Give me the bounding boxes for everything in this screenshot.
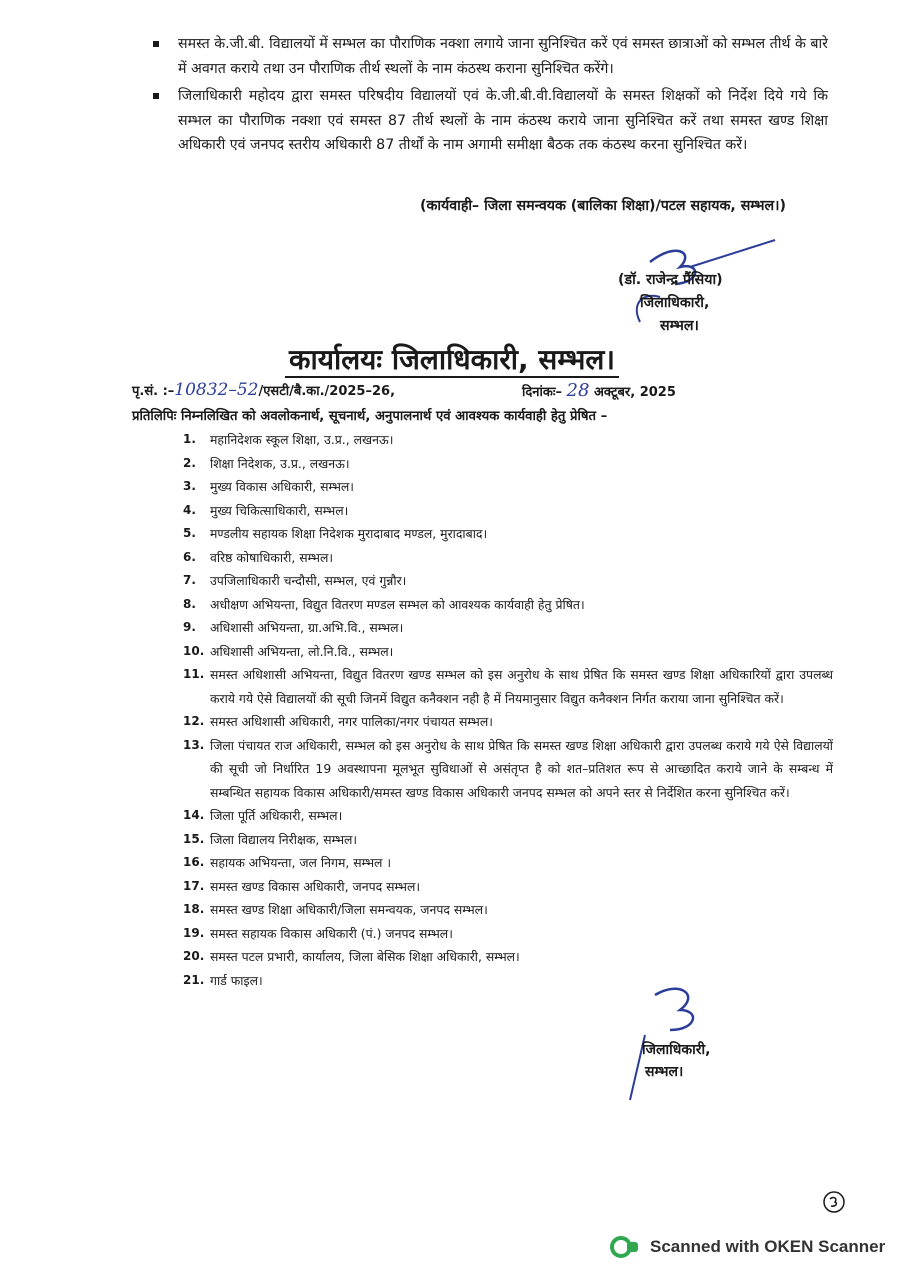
list-item bbox=[183, 522, 833, 546]
item-text: जिला पूर्ति अधिकारी, सम्भल। bbox=[210, 808, 343, 823]
list-item bbox=[183, 616, 833, 640]
scanner-label: Scanned with OKEN Scanner bbox=[650, 1237, 886, 1256]
item-number: 5. bbox=[183, 526, 196, 540]
item-text: अधिशासी अभियन्ता, लो.नि.वि., सम्भल। bbox=[210, 643, 394, 659]
list-item bbox=[183, 734, 833, 805]
item-text: मुख्य विकास अधिकारी, सम्भल। bbox=[210, 479, 354, 494]
item-number: 2. bbox=[183, 455, 196, 470]
list-item bbox=[183, 428, 833, 452]
item-number: 1. bbox=[183, 432, 196, 446]
scanner-watermark bbox=[610, 1236, 885, 1258]
list-item bbox=[183, 945, 833, 969]
directive-bullets bbox=[150, 32, 828, 161]
list-item bbox=[183, 640, 833, 664]
item-number: 20. bbox=[183, 949, 205, 963]
item-text: अधिशासी अभियन्ता, ग्रा.अभि.वि., सम्भल। bbox=[210, 620, 404, 635]
bullet-text: समस्त के.जी.बी. विद्यालयों में सम्भल का पौराणिक नक्शा लगाये जाना सुनिश्चित करें एवं समस्त छात्राओं को सम्भल तीर्थ के बारे में अवगत कराये तथा उन पौराणिक तीर्थ स्थलों के नाम कंठस्थ कराना सुनिश्चित करेंगे। bbox=[178, 36, 828, 77]
list-item bbox=[183, 969, 833, 993]
item-number: 10. bbox=[183, 643, 205, 658]
item-number: 13. bbox=[183, 737, 205, 752]
office-heading bbox=[0, 340, 904, 378]
item-number: 15. bbox=[183, 831, 205, 846]
item-number: 18. bbox=[183, 902, 205, 916]
signatory-place: सम्भल। bbox=[660, 318, 699, 334]
list-item bbox=[183, 452, 833, 476]
item-number: 6. bbox=[183, 549, 196, 564]
item-text: गार्ड फाइल। bbox=[210, 972, 263, 988]
reference-number bbox=[132, 380, 395, 400]
signatory-name: (डॉ. राजेन्द्र पैंसिया) bbox=[618, 272, 723, 288]
item-text: मुख्य चिकित्साधिकारी, सम्भल। bbox=[210, 502, 349, 518]
item-number: 4. bbox=[183, 502, 196, 517]
item-number: 21. bbox=[183, 972, 205, 987]
item-number: 17. bbox=[183, 878, 205, 893]
copy-intro: प्रतिलिपिः निम्नलिखित को अवलोकनार्थ, सूचनार्थ, अनुपालनार्थ एवं आवश्यक कार्यवाही हेतु प्रेषित – bbox=[132, 409, 608, 424]
item-text: मण्डलीय सहायक शिक्षा निदेशक मुरादाबाद मण्डल, मुरादाबाद। bbox=[210, 526, 488, 541]
item-text: वरिष्ठ कोषाधिकारी, सम्भल। bbox=[210, 549, 334, 565]
recipient-list bbox=[183, 428, 833, 992]
item-text: समस्त खण्ड शिक्षा अधिकारी/जिला समन्वयक, जनपद सम्भल। bbox=[210, 902, 488, 917]
date-day: 28 bbox=[566, 380, 590, 401]
date-label: दिनांकः– bbox=[522, 385, 562, 400]
item-number: 19. bbox=[183, 925, 205, 940]
item-number: 7. bbox=[183, 573, 196, 587]
signatory-bottom-designation: जिलाधिकारी, bbox=[642, 1042, 711, 1058]
item-number: 8. bbox=[183, 596, 196, 611]
list-item bbox=[183, 875, 833, 899]
office-heading-text: कार्यालयः जिलाधिकारी, सम्भल। bbox=[285, 343, 619, 378]
item-text: समस्त पटल प्रभारी, कार्यालय, जिला बेसिक शिक्षा अधिकारी, सम्भल। bbox=[210, 949, 520, 964]
item-text: जिला पंचायत राज अधिकारी, सम्भल को इस अनुरोध के साथ प्रेषित कि समस्त खण्ड शिक्षा अधिकारी द्वारा उपलब्ध कराये गये ऐसे विद्यालयों की सूची जो निर्धारित 19 अवस्थापना मूलभूत सुविधाओं से असंतृप्त है को शत–प्रतिशत रूप से आच्छादित कराये जाने के सम्बन्ध में सम्बन्धित सहायक विकास अधिकारी/समस्त खण्ड विकास अधिकारी जनपद सम्भल को अपने स्तर से निर्देशित करना सुनिश्चित करें। bbox=[210, 737, 833, 800]
bullet-item bbox=[150, 32, 828, 81]
item-text: समस्त अधिशासी अधिकारी, नगर पालिका/नगर पंचायत सम्भल। bbox=[210, 714, 493, 729]
item-text: अधीक्षण अभियन्ता, विद्युत वितरण मण्डल सम्भल को आवश्यक कार्यवाही हेतु प्रेषित। bbox=[210, 596, 585, 612]
bullet-square-icon bbox=[153, 93, 159, 99]
page-mark-icon bbox=[822, 1190, 846, 1214]
date-rest: अक्टूबर, 2025 bbox=[593, 385, 676, 400]
item-text: जिला विद्यालय निरीक्षक, सम्भल। bbox=[210, 831, 358, 847]
reference-suffix: /एसटी/बै.का./2025–26, bbox=[258, 384, 396, 399]
list-item bbox=[183, 710, 833, 734]
item-text: सहायक अभियन्ता, जल निगम, सम्भल । bbox=[210, 855, 392, 870]
bullet-item bbox=[150, 84, 828, 158]
list-item bbox=[183, 663, 833, 710]
oken-scanner-logo-icon bbox=[610, 1236, 640, 1258]
list-item bbox=[183, 804, 833, 828]
item-text: शिक्षा निदेशक, उ.प्र., लखनऊ। bbox=[210, 455, 350, 471]
reference-handwritten-number: 10832–52 bbox=[174, 380, 259, 400]
item-text: समस्त अधिशासी अभियन्ता, विद्युत वितरण खण्ड सम्भल को इस अनुरोध के साथ प्रेषित कि समस्त खण्ड शिक्षा अधिकारियों द्वारा उपलब्ध कराये गये ऐसे विद्यालयों की सूची जिनमें विद्युत कनैक्शन नही है में नियमानुसार विद्युत कनैक्शन निर्गत कराया जाना सुनिश्चित करें। bbox=[210, 667, 833, 706]
list-item bbox=[183, 499, 833, 523]
list-item bbox=[183, 922, 833, 946]
signatory-designation: जिलाधिकारी, bbox=[640, 295, 710, 311]
item-number: 11. bbox=[183, 667, 205, 681]
bullet-text: जिलाधिकारी महोदय द्वारा समस्त परिषदीय विद्यालयों एवं के.जी.बी.वी.विद्यालयों के समस्त शिक्षकों को निर्देश दिये गये कि सम्भल का पौराणिक नक्शा एवं समस्त 87 तीर्थ स्थलों के नाम कंठस्थ कराये जाना सुनिश्चित करें तथा समस्त खण्ड शिक्षा अधिकारी एवं जनपद स्तरीय अधिकारी 87 तीर्थों के नाम अगामी समीक्षा बैठक तक कंठस्थ करना सुनिश्चित करें। bbox=[178, 88, 828, 153]
list-item bbox=[183, 898, 833, 922]
document-date bbox=[522, 380, 676, 401]
item-number: 12. bbox=[183, 714, 205, 728]
list-item bbox=[183, 475, 833, 499]
list-item bbox=[183, 569, 833, 593]
action-note: (कार्यवाही– जिला समन्वयक (बालिका शिक्षा)/पटल सहायक, सम्भल।) bbox=[420, 198, 787, 214]
list-item bbox=[183, 828, 833, 852]
item-text: समस्त सहायक विकास अधिकारी (पं.) जनपद सम्भल। bbox=[210, 925, 453, 941]
reference-prefix: पृ.सं. :– bbox=[132, 384, 175, 399]
list-item bbox=[183, 851, 833, 875]
item-text: महानिदेशक स्कूल शिक्षा, उ.प्र., लखनऊ। bbox=[210, 432, 394, 447]
item-number: 3. bbox=[183, 479, 196, 493]
list-item bbox=[183, 593, 833, 617]
item-text: समस्त खण्ड विकास अधिकारी, जनपद सम्भल। bbox=[210, 878, 421, 894]
list-item bbox=[183, 546, 833, 570]
bullet-square-icon bbox=[153, 41, 159, 47]
item-number: 16. bbox=[183, 855, 205, 869]
signatory-bottom-place: सम्भल। bbox=[645, 1064, 684, 1080]
item-number: 9. bbox=[183, 620, 196, 634]
item-number: 14. bbox=[183, 808, 205, 822]
item-text: उपजिलाधिकारी चन्दौसी, सम्भल, एवं गुन्नौर। bbox=[210, 573, 407, 588]
